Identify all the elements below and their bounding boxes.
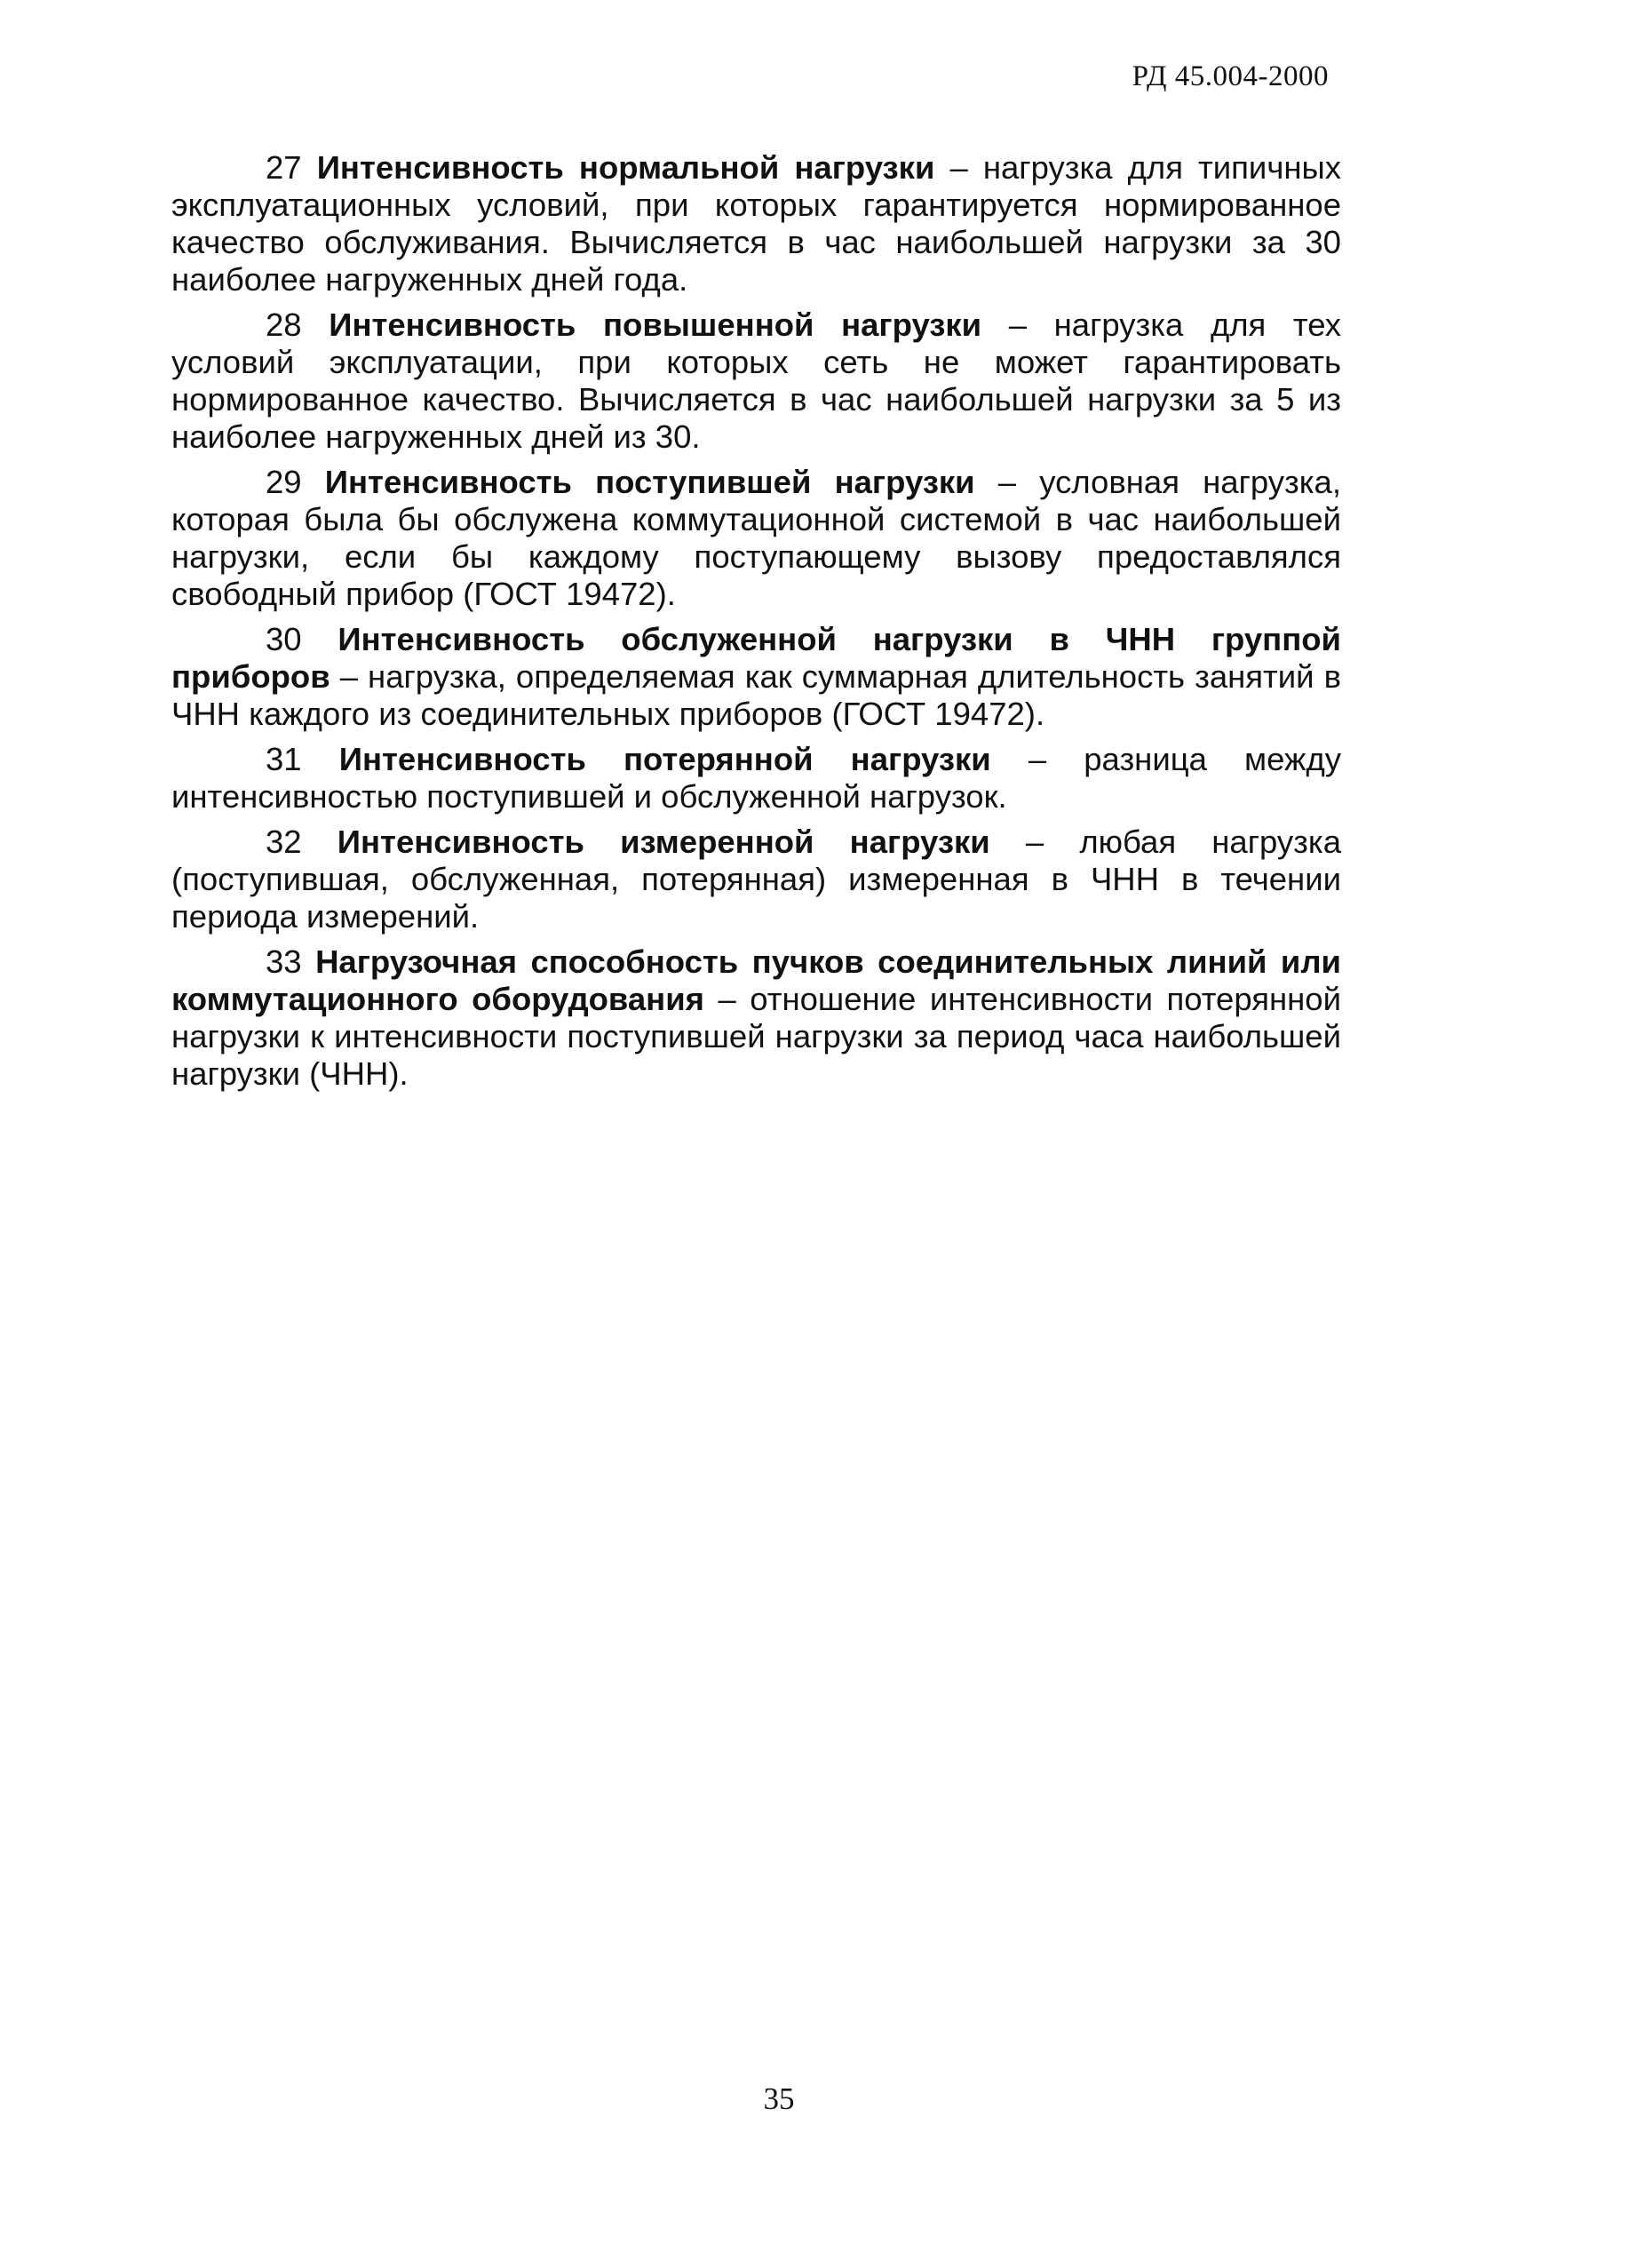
term-definition: нагрузка для тех условий эксплуатации, при которых сеть не может гарантировать нормированное качество. Вычисляется в час наибольшей нагрузки за 5 из наиболее нагруженных дней из 30. (171, 306, 1341, 455)
term-title: Интенсивность потерянной нагрузки (338, 741, 991, 777)
term-title: Нагрузочная способность пучков соединительных линий или коммутационного оборудования (171, 943, 1341, 1017)
term-30 (171, 621, 1341, 733)
term-definition: нагрузка, определяемая как суммарная длительность занятий в ЧНН каждого из соединительных приборов (ГОСТ 19472). (171, 658, 1341, 732)
document-code: РД 45.004-2000 (1132, 60, 1329, 92)
term-definition: любая нагрузка (поступившая, обслуженная, потерянная) измеренная в ЧНН в течении периода измерений. (171, 824, 1341, 935)
page-number: 35 (763, 2081, 795, 2116)
term-title: Интенсивность измеренной нагрузки (337, 824, 990, 860)
term-separator: – (990, 741, 1084, 777)
term-title: Интенсивность повышенной нагрузки (329, 306, 982, 343)
term-number: 30 (266, 621, 302, 657)
term-28 (171, 306, 1341, 456)
term-29 (171, 464, 1341, 613)
term-title: Интенсивность нормальной нагрузки (316, 149, 935, 186)
term-separator: – (703, 981, 751, 1017)
term-definition: разница между интенсивностью поступившей и обслуженной нагрузок. (171, 741, 1341, 815)
term-title: Интенсивность обслуженной нагрузки в ЧНН группой приборов (171, 621, 1341, 695)
term-title: Интенсивность поступившей нагрузки (324, 464, 975, 500)
term-31 (171, 741, 1341, 816)
term-32 (171, 824, 1341, 935)
term-27 (171, 149, 1341, 298)
term-33 (171, 943, 1341, 1093)
term-separator: – (974, 464, 1040, 500)
term-separator: – (989, 824, 1080, 860)
term-separator: – (330, 658, 369, 695)
term-number: 29 (266, 464, 302, 500)
term-definition: отношение интенсивности потерянной нагрузки к интенсивности поступившей нагрузки за период часа наибольшей нагрузки (ЧНН). (171, 981, 1341, 1092)
term-number: 31 (266, 741, 302, 777)
term-definition: нагрузка для типичных эксплуатационных условий, при которых гарантируется нормированное качество обслуживания. Вычисляется в час наибольшей нагрузки за 30 наиболее нагруженных дней года. (171, 149, 1341, 298)
document-body (171, 149, 1341, 1101)
term-separator: – (934, 149, 983, 186)
term-number: 28 (266, 306, 302, 343)
term-definition: условная нагрузка, которая была бы обслужена коммутационной системой в час наибольшей нагрузки, если бы каждому поступающему вызову предоставлялся свободный прибор (ГОСТ 19472). (171, 464, 1341, 612)
term-separator: – (981, 306, 1054, 343)
term-number: 32 (266, 824, 302, 860)
term-number: 27 (266, 149, 302, 186)
term-number: 33 (266, 943, 302, 980)
